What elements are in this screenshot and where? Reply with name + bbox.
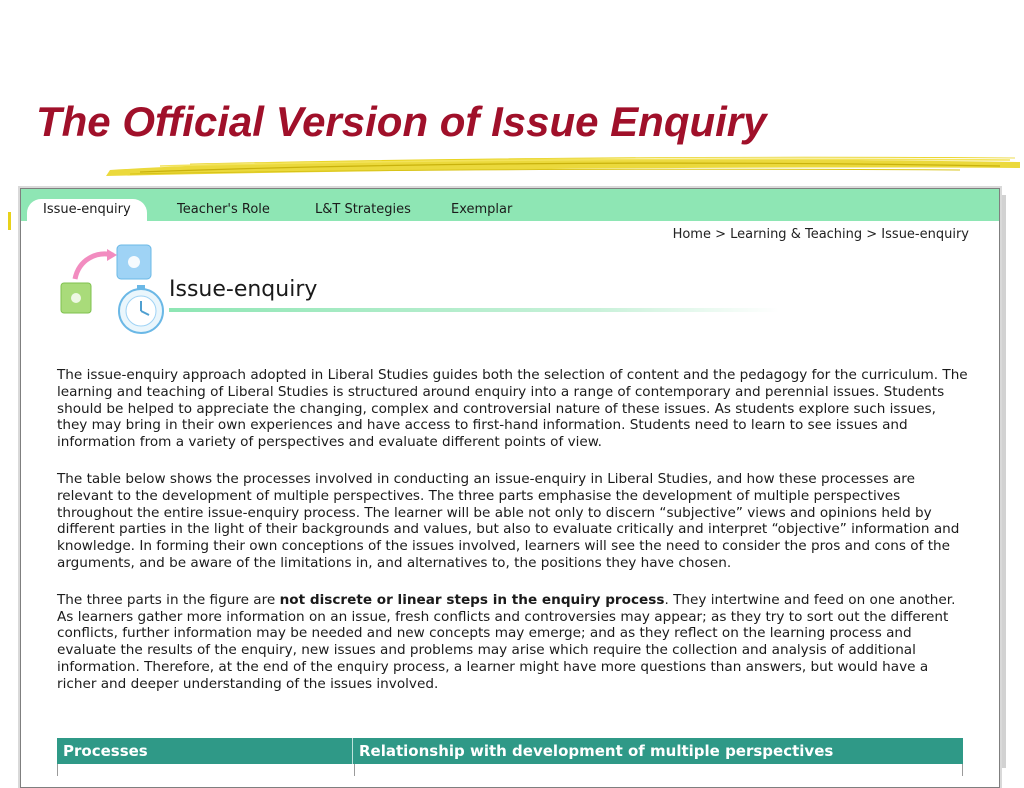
tab-exemplar[interactable]: Exemplar [451, 202, 513, 217]
paragraph-three-parts-start: The three parts in the figure are [57, 591, 280, 608]
column-header-processes: Processes [57, 738, 353, 764]
embedded-webpage [20, 188, 1000, 788]
table-row [57, 764, 963, 776]
content-body [57, 367, 969, 713]
paragraph-table-description: The table below shows the processes involved in conducting an issue-enquiry in Liberal Studies, and how these processes are relevant to the development of multiple perspectives. The three parts emphasise the development of multiple perspectives throughout the entire issue-enquiry process. The learner will be able not only to discern “subjective” views and opinions held by different parties in the light of their backgrounds and values, but also to evaluate critically and interpret “objective” information and knowledge. In forming their own conceptions of the issues involved, learners will see the need to consider the pros and cons of the arguments, and be aware of the limitations in, and alternatives to, the positions they have chosen. [57, 470, 960, 571]
tab-issue-enquiry[interactable]: Issue-enquiry [27, 199, 147, 221]
tab-lt-strategies[interactable]: L&T Strategies [315, 202, 411, 217]
processes-table [57, 738, 963, 776]
paragraph-three-parts-end: . They intertwine and feed on one another. As learners gather more information on an issue, fresh conflicts and controversies may appear; as they try to sort out the different conflicts, further information may be needed and new concepts may emerge; and as they reflect on the learning process and evaluate the results of the enquiry, new issues and problems may arise which require the collection and analysis of additional information. Therefore, at the end of the enquiry process, a learner might have more questions than answers, but would have a richer and deeper understanding of the issues involved. [57, 591, 956, 692]
breadcrumb[interactable]: Home > Learning & Teaching > Issue-enquiry [672, 227, 969, 242]
puzzle-clock-icon [57, 239, 169, 339]
table-header [57, 738, 963, 764]
table-cell [58, 764, 355, 776]
brush-underline [100, 152, 1024, 182]
screenshot-shadow [1000, 195, 1006, 768]
paragraph-three-parts [57, 592, 969, 693]
tab-bar [21, 189, 999, 221]
slide-marker [8, 212, 11, 230]
paragraph-three-parts-bold: not discrete or linear steps in the enquiry process [279, 591, 665, 608]
column-header-relationship: Relationship with development of multiple perspectives [359, 742, 834, 760]
paragraph-intro: The issue-enquiry approach adopted in Liberal Studies guides both the selection of content and the pedagogy for the curriculum. The learning and teaching of Liberal Studies is structured around enquiry into a range of contemporary and perennial issues. Students should be helped to appreciate the changing, complex and controversial nature of these issues. As students explore such issues, they may bring in their own experiences and have access to first-hand information. Students need to learn to see issues and information from a variety of perspectives and evaluate different points of view. [57, 367, 968, 451]
heading-underline [169, 307, 779, 313]
tab-teachers-role[interactable]: Teacher's Role [177, 202, 270, 217]
slide-title: The Official Version of Issue Enquiry [36, 98, 767, 145]
page-heading: Issue-enquiry [169, 277, 318, 302]
